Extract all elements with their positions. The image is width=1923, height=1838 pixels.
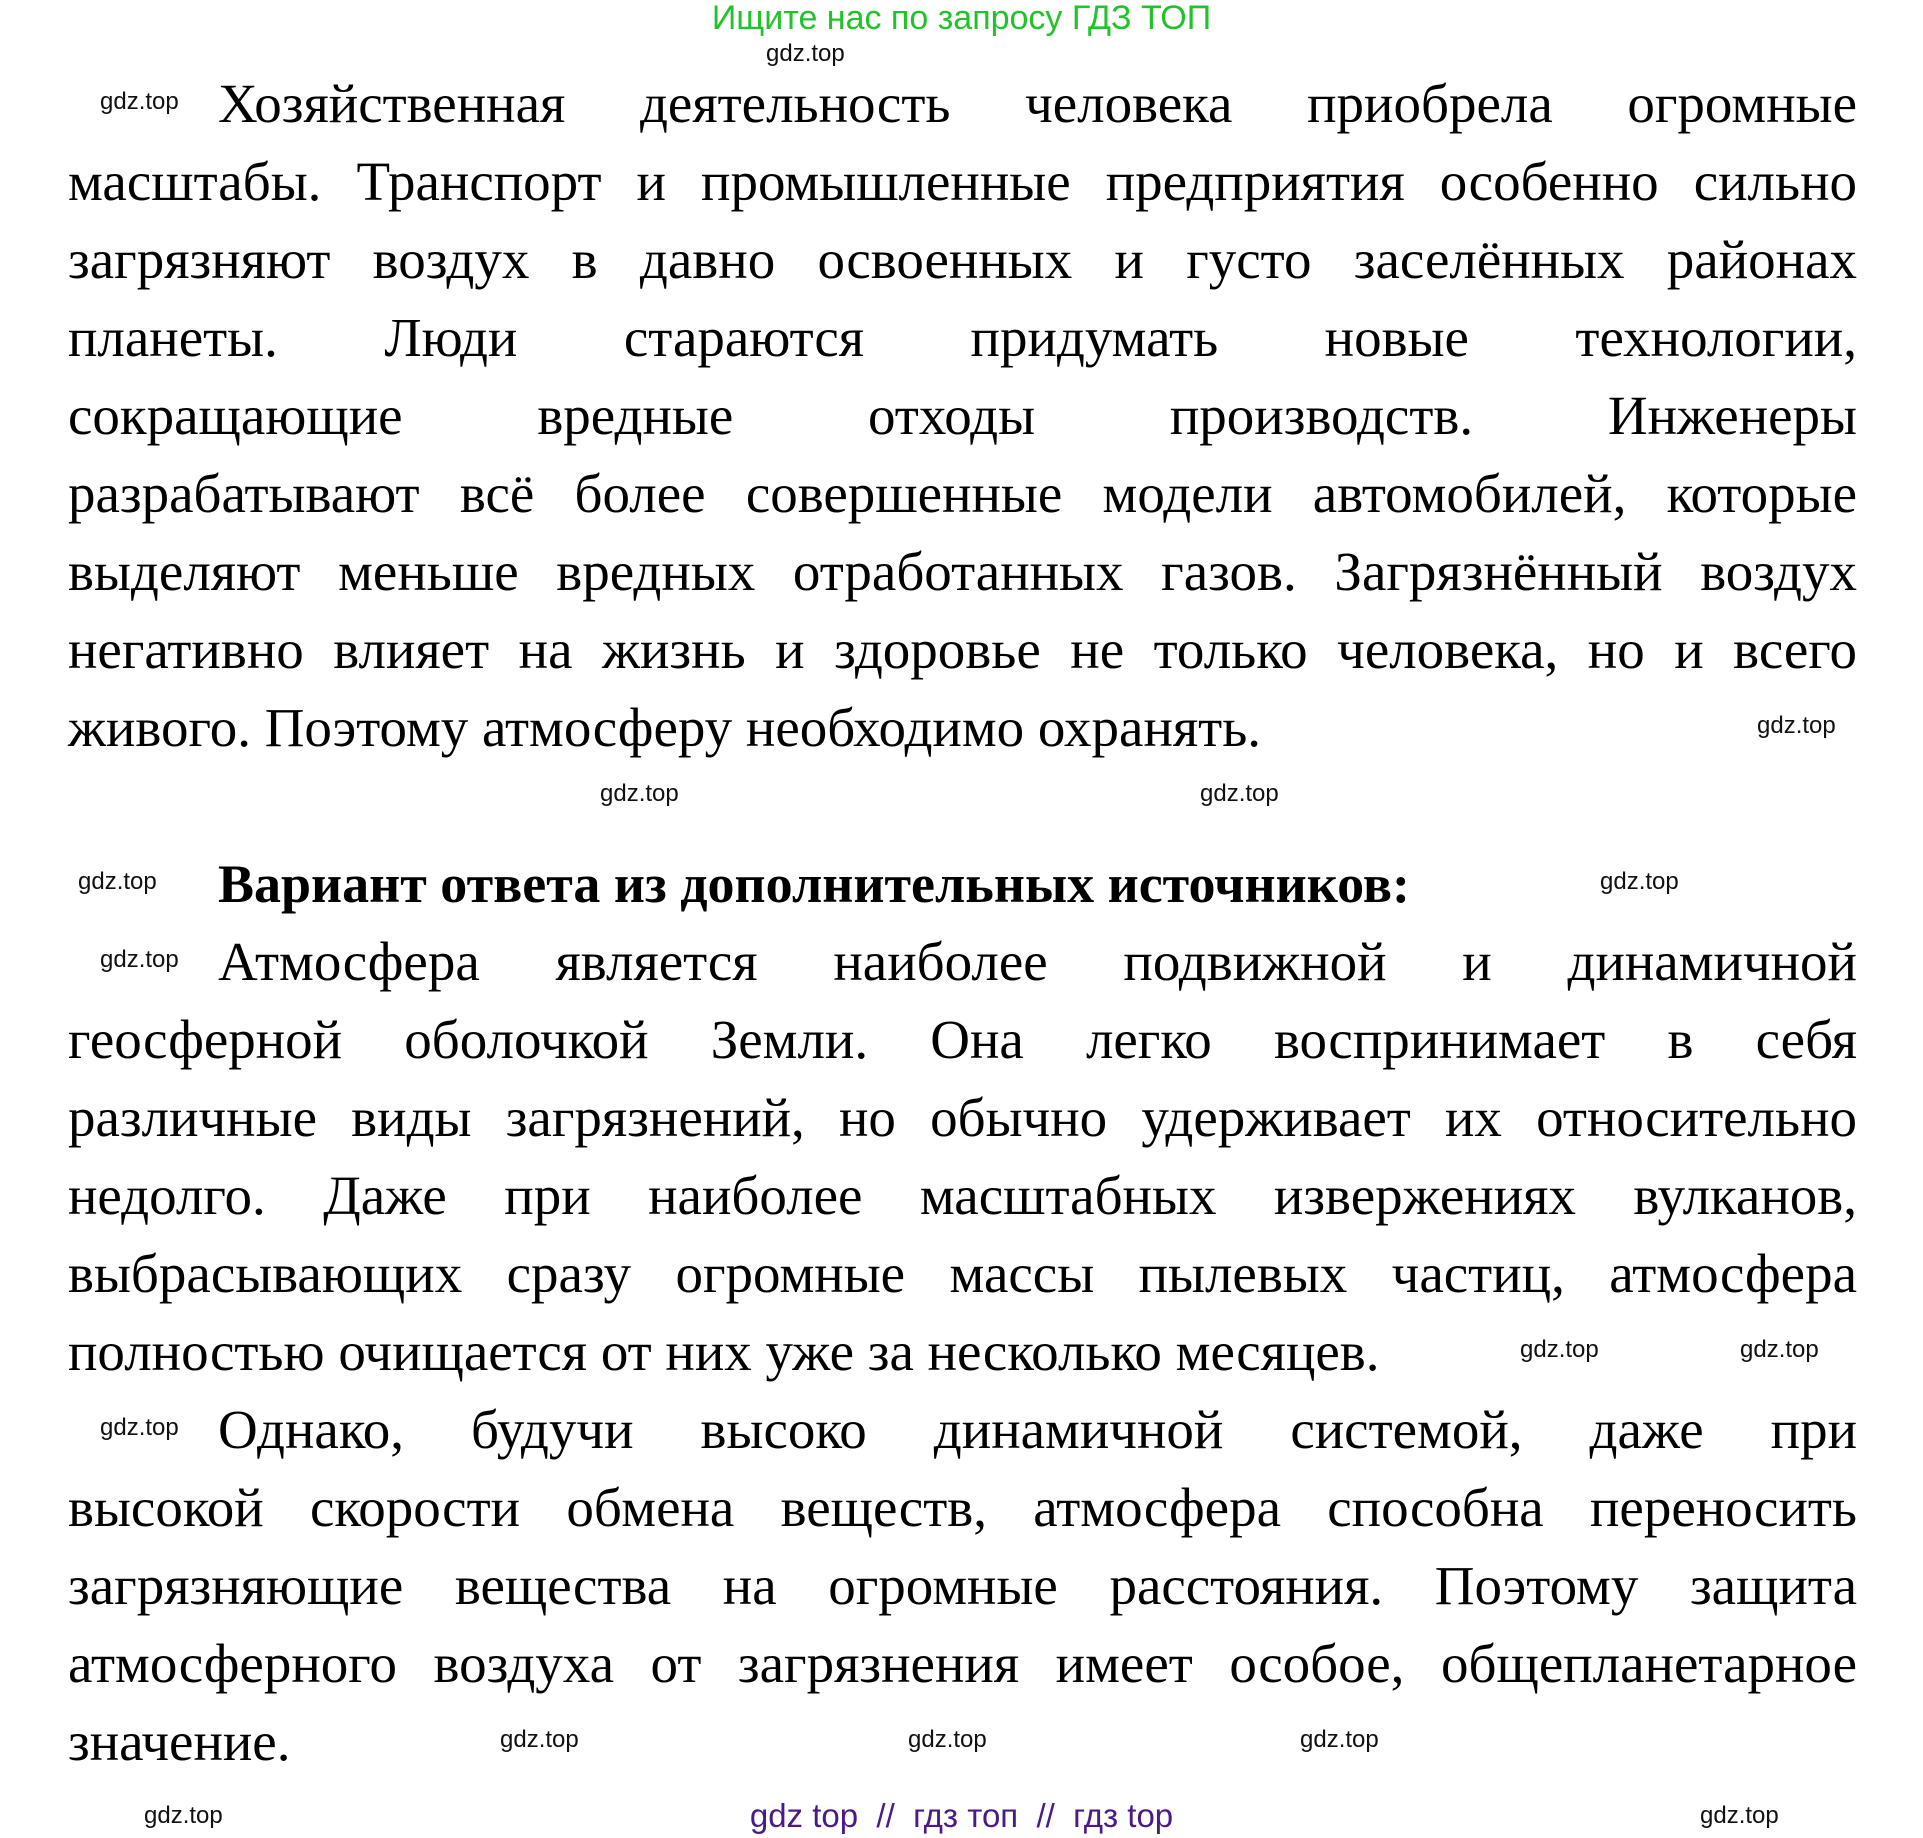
- watermark: gdz.top: [1200, 780, 1279, 807]
- watermark: gdz.top: [1520, 1336, 1599, 1363]
- paragraph1-line: планеты. Люди стараются придумать новые технологии,: [68, 307, 1857, 368]
- paragraph2-line: Атмосфера является наиболее подвижной и динамичной: [218, 931, 1857, 992]
- paragraph1-line: живого. Поэтому атмосферу необходимо охранять.: [68, 697, 1262, 758]
- footer-links[interactable]: gdz top // гдз топ // гдз top: [749, 1797, 1174, 1834]
- paragraph2-line: геосферной оболочкой Земли. Она легко воспринимает в себя: [68, 1009, 1857, 1070]
- paragraph1-line: Хозяйственная деятельность человека приобрела огромные: [218, 73, 1857, 134]
- paragraph3-line: значение.: [68, 1711, 291, 1772]
- watermark: gdz.top: [100, 1414, 179, 1441]
- watermark: gdz.top: [1740, 1336, 1819, 1363]
- paragraph1-line: сокращающие вредные отходы производств. Инженеры: [68, 385, 1857, 446]
- watermark: gdz.top: [1600, 868, 1679, 895]
- search-banner: Ищите нас по запросу ГДЗ ТОП: [711, 0, 1212, 37]
- paragraph1-line: масштабы. Транспорт и промышленные предприятия особенно сильно: [68, 151, 1857, 212]
- paragraph1-line: выделяют меньше вредных отработанных газов. Загрязнённый воздух: [68, 541, 1857, 602]
- watermark: gdz.top: [1300, 1726, 1379, 1753]
- section-heading: Вариант ответа из дополнительных источников:: [218, 854, 1410, 914]
- paragraph1-line: негативно влияет на жизнь и здоровье не только человека, но и всего: [68, 619, 1857, 680]
- paragraph2-line: выбрасывающих сразу огромные массы пылевых частиц, атмосфера: [68, 1243, 1857, 1304]
- watermark: gdz.top: [500, 1726, 579, 1753]
- paragraph2-line: различные виды загрязнений, но обычно удерживает их относительно: [68, 1087, 1857, 1148]
- paragraph2-line: недолго. Даже при наиболее масштабных извержениях вулканов,: [68, 1165, 1857, 1226]
- paragraph1-line: загрязняют воздух в давно освоенных и густо заселённых районах: [68, 229, 1857, 290]
- paragraph3-line: атмосферного воздуха от загрязнения имеет особое, общепланетарное: [68, 1633, 1857, 1694]
- paragraph1-line: разрабатывают всё более совершенные модели автомобилей, которые: [68, 463, 1857, 524]
- watermark: gdz.top: [1700, 1802, 1779, 1829]
- watermark: gdz.top: [78, 868, 157, 895]
- watermark: gdz.top: [908, 1726, 987, 1753]
- paragraph3-line: Однако, будучи высоко динамичной системой, даже при: [218, 1399, 1857, 1460]
- watermark: gdz.top: [100, 946, 179, 973]
- watermark: gdz.top: [766, 40, 845, 67]
- paragraph3-line: загрязняющие вещества на огромные расстояния. Поэтому защита: [68, 1555, 1857, 1616]
- watermark: gdz.top: [144, 1802, 223, 1829]
- paragraph2-line: полностью очищается от них уже за несколько месяцев.: [68, 1321, 1380, 1382]
- paragraph3-line: высокой скорости обмена веществ, атмосфера способна переносить: [68, 1477, 1857, 1538]
- watermark: gdz.top: [600, 780, 679, 807]
- watermark: gdz.top: [100, 88, 179, 115]
- watermark: gdz.top: [1757, 712, 1836, 739]
